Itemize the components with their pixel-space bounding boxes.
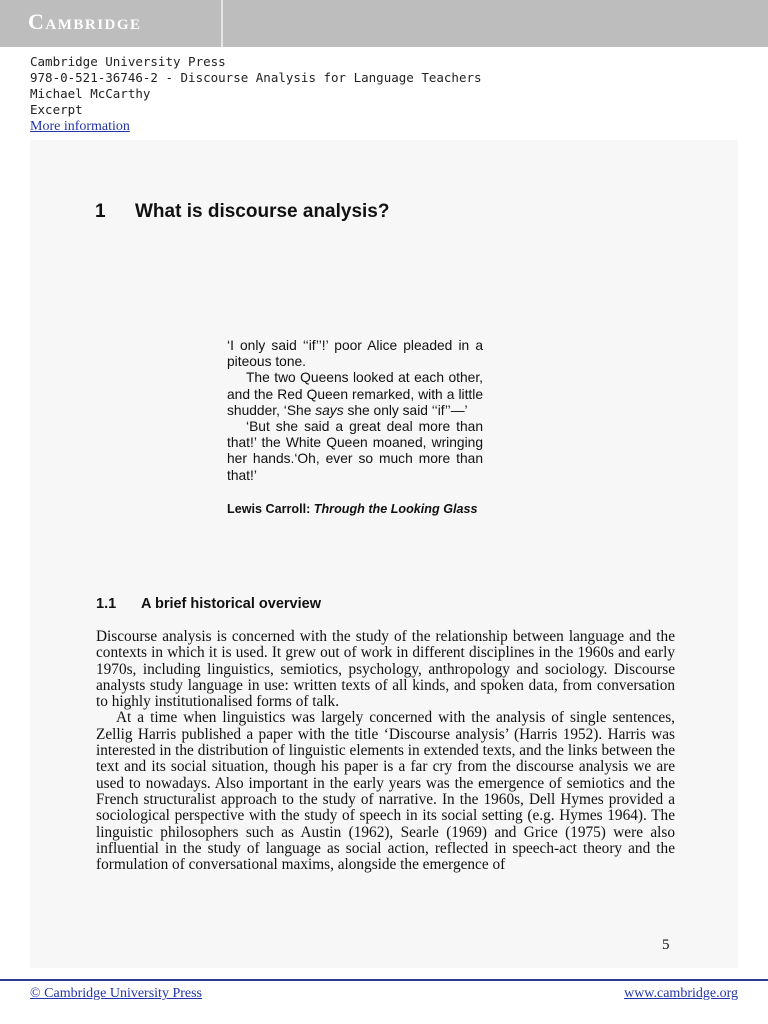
chapter-number: 1 xyxy=(95,201,106,222)
chapter-heading xyxy=(95,201,389,223)
epigraph-source xyxy=(227,501,483,517)
epigraph-paragraph-1: ‘I only said ‘‘if’’!’ poor Alice pleaded in a piteous tone. xyxy=(227,338,483,370)
epigraph xyxy=(227,338,483,517)
epigraph-quote-start: ‘She xyxy=(283,402,316,418)
book-metadata xyxy=(30,54,482,135)
section-title: A brief historical overview xyxy=(141,596,321,612)
excerpt-line: Excerpt xyxy=(30,102,83,117)
website-link[interactable]: www.cambridge.org xyxy=(624,986,738,1001)
body-text xyxy=(96,629,675,873)
epigraph-emphasis: says xyxy=(315,402,344,418)
body-paragraph-2: At a time when linguistics was largely concerned with the analysis of single sentences, Zellig Harris published a paper with the title ‘Discourse analysis’ (Harris 1952). Harris was interested in the distribution of linguistic elements in extended texts, and the links between the text and its social situation, though his paper is a far cry from the discourse analysis we are used to nowadays. Also important in the early years was the emergence of semiotics and the French structuralist approach to the study of narrative. In the 1960s, Dell Hymes provided a sociological perspective with the study of speech in its social setting (e.g. Hymes 1964). The linguistic philosophers such as Austin (1962), Searle (1969) and Grice (1975) were also influential in the study of language as social action, reflected in speech-act theory and the formulation of conversational maxims, alongside the emergence of xyxy=(96,709,675,874)
publisher-line: Cambridge University Press xyxy=(30,54,226,69)
copyright-link[interactable]: © Cambridge University Press xyxy=(30,986,203,1001)
epigraph-quote-end: she only said ‘‘if’’—’ xyxy=(343,402,468,418)
epigraph-paragraph-2 xyxy=(227,370,483,419)
top-banner xyxy=(0,0,768,47)
body-paragraph-1: Discourse analysis is concerned with the study of the relationship between language and the contexts in which it is used. It grew out of work in different disciplines in the 1960s and early 1970s, including linguistics, semiotics, psychology, anthropology and sociology. Discourse analysts study language in use: written texts of all kinds, and spoken data, from conversation to highly institutionalised forms of talk. xyxy=(96,628,675,711)
section-number: 1.1 xyxy=(96,596,117,612)
isbn-title-line: 978-0-521-36746-2 - Discourse Analysis for Language Teachers xyxy=(30,70,482,85)
cambridge-logo[interactable]: Cambridge xyxy=(28,9,142,34)
author-line: Michael McCarthy xyxy=(30,86,151,101)
epigraph-paragraph-2-text: The two Queens looked at each other, and the Red Queen remarked, with a little shudder, xyxy=(227,370,483,418)
epigraph-source-author: Lewis Carroll: xyxy=(227,501,314,516)
more-information-link[interactable]: More information xyxy=(30,119,130,134)
epigraph-paragraph-3: ‘But she said a great deal more than that!’ the White Queen moaned, wringing her hands.‘Oh, ever so much more than that!’ xyxy=(227,419,483,483)
banner-divider xyxy=(221,0,223,47)
footer-rule xyxy=(0,979,768,981)
epigraph-source-title: Through the Looking Glass xyxy=(313,501,478,516)
chapter-title: What is discourse analysis? xyxy=(135,201,390,222)
page-number: 5 xyxy=(662,937,670,953)
section-heading xyxy=(96,596,321,612)
